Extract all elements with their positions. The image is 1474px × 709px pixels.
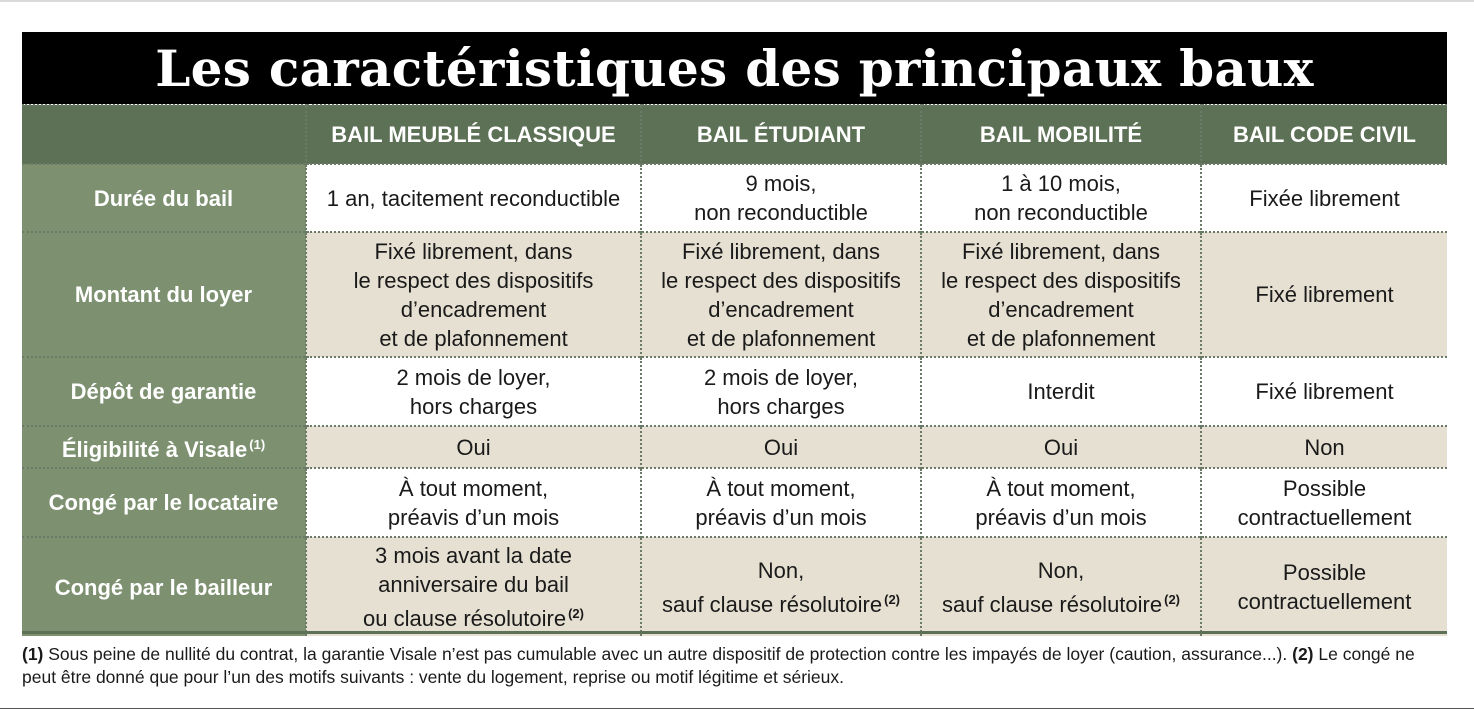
cell-text-line [648,363,914,392]
table-row [22,537,1447,636]
cell-text: anniversaire du bail [378,572,569,597]
cell-text: À tout moment, [398,475,549,501]
cell-text-line [648,169,914,198]
cell-text: 1 à 10 mois, [1001,171,1121,196]
column-header-bail-etudiant: BAIL ÉTUDIANT [641,105,921,164]
cell-text: d’encadrement [708,296,854,322]
cell-text-line [313,503,634,532]
table-cell [1201,537,1447,636]
table-cell [921,357,1201,426]
footnote-reference: (2) [884,591,900,607]
column-header-bail-meuble: BAIL MEUBLÉ CLASSIQUE [306,105,641,164]
table-cell [1201,232,1447,357]
footnote-reference: (2) [568,606,584,621]
cell-text-line [928,433,1194,462]
cell-text-line [648,503,914,532]
cell-text: et de plafonnement [686,325,876,351]
cell-text: Fixé librement, dans [681,238,881,264]
cell-text: Non, [1037,557,1085,583]
table-cell [306,357,641,426]
cell-text-line [1208,587,1441,616]
table-row [22,357,1447,426]
row-label-text: Montant du loyer [74,282,253,307]
cell-text: 1 an, tacitement reconductible [326,185,621,211]
cell-text-line [1208,377,1441,406]
top-divider [0,0,1474,2]
column-header-bail-mobilite: BAIL MOBILITÉ [921,105,1201,164]
row-label-text: Durée du bail [93,185,234,211]
infographic-title: Les caractéristiques des principaux baux [22,32,1447,104]
table-row [22,164,1447,232]
cell-text: sauf clause résolutoire [941,591,1163,617]
cell-text-line [648,556,914,585]
table-cell [641,232,921,357]
cell-text: Fixé librement [1255,379,1394,404]
table-cell [306,537,641,636]
table-cell [641,164,921,232]
cell-text-line [1208,474,1441,503]
cell-text: et de plafonnement [379,325,568,351]
cell-text: Non, [757,557,805,583]
cell-text: Interdit [1027,379,1095,404]
cell-text-line [928,198,1194,227]
cell-text-line [648,198,914,227]
cell-text-line [313,570,634,599]
cell-text: préavis d’un mois [695,504,867,530]
cell-text-line [928,556,1194,585]
row-label [22,537,306,636]
cell-text: Non [1304,434,1345,460]
cell-text-line [648,295,914,324]
table-bottom-rule [22,631,1447,634]
cell-text-line [313,474,634,503]
lease-comparison-table [22,104,1447,636]
cell-text-line [313,433,634,462]
table-cell [1201,468,1447,537]
cell-text: 2 mois de loyer, [396,364,551,390]
cell-text-line [313,295,634,324]
cell-text-line [648,324,914,353]
cell-text: hors charges [717,393,845,419]
table-cell [1201,164,1447,232]
cell-text-line [928,377,1194,406]
cell-text-line [648,433,914,462]
cell-text-line [928,266,1194,295]
cell-text-line [313,266,634,295]
cell-text-line [648,237,914,266]
cell-text-line [313,392,634,421]
row-label [22,232,306,357]
cell-text-line [313,599,634,633]
row-label [22,468,306,537]
table-cell [306,164,641,232]
table-cell [641,537,921,636]
cell-text-line [313,363,634,392]
cell-text: Oui [763,434,799,460]
cell-text: Possible [1282,475,1367,501]
cell-text-line [1208,503,1441,532]
cell-text: ou clause résolutoire [363,606,567,631]
cell-text-line [1208,433,1441,462]
row-label [22,164,306,232]
cell-text: À tout moment, [986,475,1136,501]
cell-text: préavis d’un mois [975,504,1147,530]
row-label-text: Congé par le bailleur [54,574,273,600]
footnote-reference: (1) [249,437,266,452]
cell-text-line [648,266,914,295]
cell-text: et de plafonnement [966,325,1156,351]
cell-text: d’encadrement [400,296,547,322]
cell-text: sauf clause résolutoire [661,591,883,617]
table-cell [641,468,921,537]
cell-text-line [928,503,1194,532]
table-cell [306,232,641,357]
table-row [22,468,1447,537]
cell-text: contractuellement [1237,504,1412,530]
cell-text-line [928,295,1194,324]
cell-text: À tout moment, [706,475,856,501]
header-corner-cell [22,105,306,164]
cell-text-line [928,324,1194,353]
cell-text: non reconductible [694,200,868,225]
table-cell [306,468,641,537]
cell-text: Oui [1043,434,1079,460]
cell-text: non reconductible [974,200,1148,225]
cell-text: Fixé librement [1255,282,1394,307]
table-header-row [22,105,1447,164]
row-label [22,357,306,426]
cell-text-line [313,184,634,213]
cell-text-line [928,585,1194,619]
footnote-marker-2: (2) [1292,644,1314,664]
table-cell [921,468,1201,537]
cell-text: préavis d’un mois [387,504,560,530]
cell-text-line [648,585,914,619]
footnote-text-2: Le congé ne peut être donné que pour l’un des motifs suivants : vente du logement, reprise ou motif légitime et sérieux. [22,644,1415,687]
cell-text-line [928,169,1194,198]
cell-text: 9 mois, [745,171,817,196]
cell-text-line [313,237,634,266]
cell-text: le respect des dispositifs [941,267,1181,293]
footnote-reference: (2) [1164,591,1180,607]
cell-text: Oui [456,434,491,460]
table-row [22,232,1447,357]
cell-text: Possible [1282,560,1367,585]
column-header-bail-code-civil: BAIL CODE CIVIL [1201,105,1447,164]
row-label-text: Congé par le locataire [48,490,279,515]
cell-text: contractuellement [1237,589,1412,614]
table-row [22,426,1447,468]
footnote-text-1: Sous peine de nullité du contrat, la garantie Visale n’est pas cumulable avec un autre dispositif de protection contre les impayés de loyer (caution, assurance...). [43,644,1293,664]
cell-text: hors charges [409,393,538,419]
cell-text: d’encadrement [988,296,1134,322]
footnote-marker-1: (1) [22,644,44,664]
table-cell [641,357,921,426]
cell-text: Fixé librement, dans [961,238,1161,264]
table-cell [1201,426,1447,468]
table-cell [921,426,1201,468]
cell-text: le respect des dispositifs [353,267,594,293]
cell-text-line [648,474,914,503]
cell-text-line [313,541,634,570]
table-cell [921,232,1201,357]
cell-text: Fixée librement [1249,185,1400,211]
row-label [22,426,306,468]
cell-text-line [928,237,1194,266]
cell-text-line [1208,184,1441,213]
cell-text-line [648,392,914,421]
cell-text-line [313,324,634,353]
cell-text: 2 mois de loyer, [703,364,859,390]
table-cell [1201,357,1447,426]
cell-text-line [928,474,1194,503]
footnotes [22,643,1452,689]
row-label-text: Dépôt de garantie [70,379,257,404]
cell-text: Fixé librement, dans [374,238,573,264]
table-cell [921,537,1201,636]
cell-text: 3 mois avant la date [375,543,572,568]
table-cell [306,426,641,468]
row-label-text: Éligibilité à Visale [61,437,248,462]
cell-text-line [1208,280,1441,309]
table-cell [921,164,1201,232]
cell-text-line [1208,558,1441,587]
cell-text: le respect des dispositifs [661,267,901,293]
table-cell [641,426,921,468]
